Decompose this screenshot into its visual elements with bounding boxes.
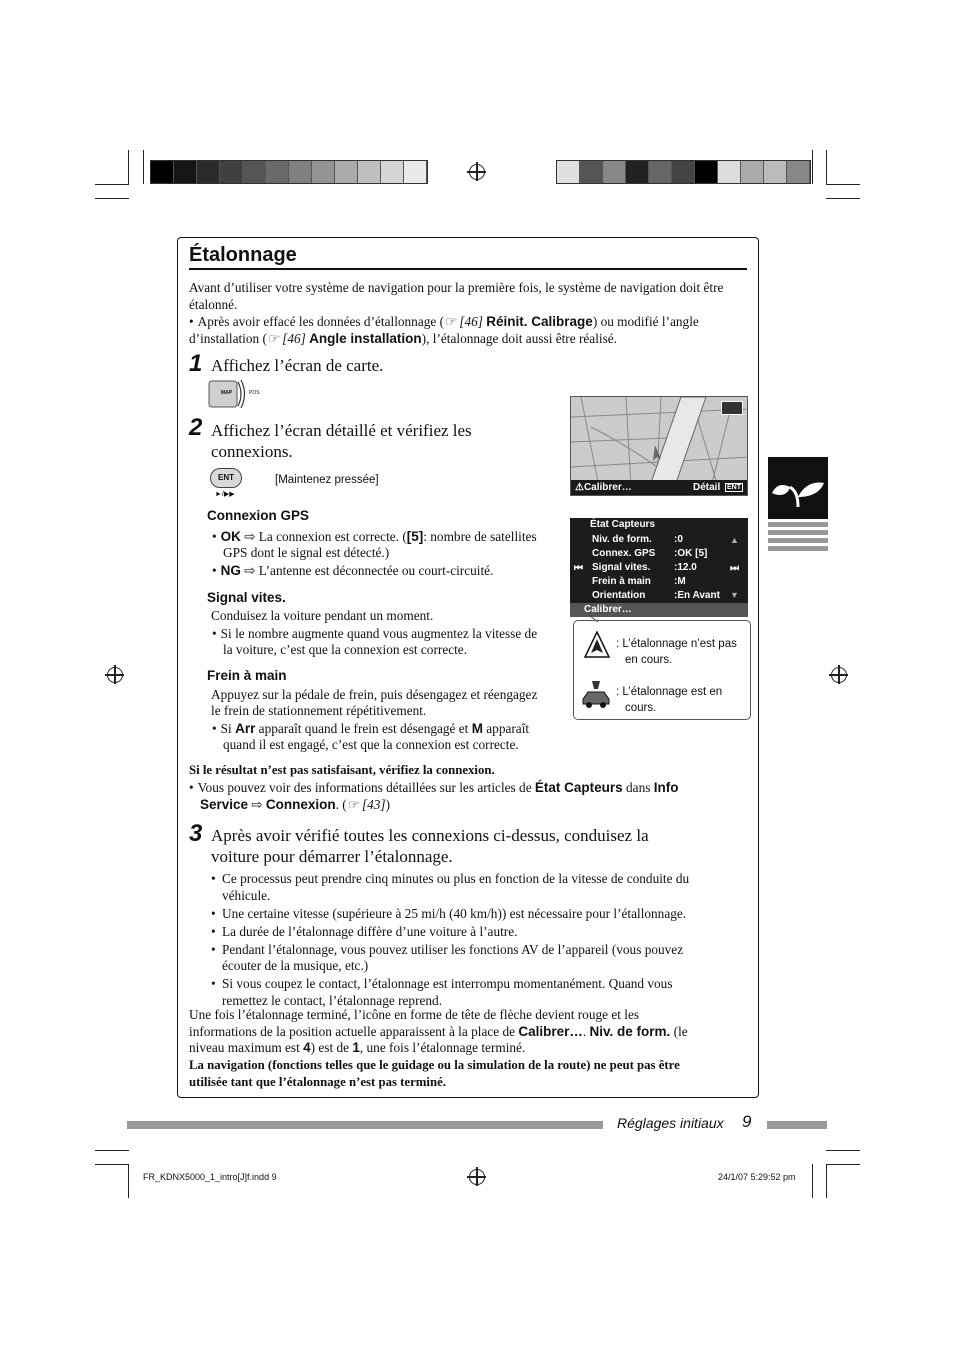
step-1-heading: Affichez l’écran de carte. bbox=[211, 356, 384, 375]
status-row-label: Connex. GPS bbox=[592, 548, 656, 559]
color-swatch bbox=[266, 161, 289, 183]
hold-note: [Maintenez pressée] bbox=[275, 474, 379, 486]
chapter-tab bbox=[768, 457, 828, 519]
map-detail-label: Détail bbox=[693, 482, 721, 493]
color-swatch bbox=[312, 161, 335, 183]
info-bullet: • Vous pouvez voir des informations détaillées sur les articles de État Capteurs dans Info bbox=[189, 780, 679, 795]
info-bullet-cont: Service ⇨ Connexion. (☞ [43]) bbox=[200, 797, 391, 812]
map-calibrate-label: ⚠Calibrer… bbox=[575, 482, 632, 493]
color-swatch bbox=[243, 161, 266, 183]
color-swatch bbox=[174, 161, 197, 183]
speed-bullet: • Si le nombre augmente quand vous augmentez la vitesse de bbox=[212, 626, 538, 641]
map-pos-button-icon bbox=[208, 379, 260, 409]
color-swatch bbox=[603, 161, 626, 183]
map-ent-key: ENT bbox=[727, 484, 741, 491]
brake-subheading: Frein à main bbox=[207, 668, 287, 683]
end-paragraph: Une fois l’étalonnage terminé, l’icône en forme de tête de flèche devient rouge et les informations de la position actuelle apparaissent à la place de Calibrer…. Niv. de form. (le niveau maximum est 4) est de 1, une fois l’étalonnage terminé. bbox=[189, 1007, 688, 1055]
ent-button-label: ENT bbox=[218, 473, 234, 482]
ent-button-icon bbox=[209, 467, 245, 499]
gps-ok-bullet-cont: GPS dont le signal est détecté.) bbox=[223, 545, 390, 560]
brake-bullet: • Si Arr apparaît quand le frein est désengagé et M apparaît bbox=[212, 721, 530, 736]
warning-paragraph: La navigation (fonctions telles que le guidage ou la simulation de la route) ne peut pas être utilisée tant que l’étalonnage n’est pas terminé. bbox=[189, 1058, 680, 1089]
footer-section: Réglages initiaux bbox=[617, 1115, 724, 1131]
step-3-bullets bbox=[211, 871, 741, 1011]
brake-bullet-cont: quand il est engagé, c’est que la connexion est correcte. bbox=[223, 737, 519, 752]
color-swatch bbox=[289, 161, 312, 183]
registration-mark-icon bbox=[831, 667, 847, 683]
legend-running: : L’étalonnage est en cours. bbox=[616, 686, 723, 714]
unsatisfied-note: Si le résultat n’est pas satisfaisant, vérifiez la connexion. bbox=[189, 763, 495, 777]
color-swatch bbox=[404, 161, 427, 183]
page-number: 9 bbox=[742, 1112, 752, 1131]
color-swatch bbox=[381, 161, 404, 183]
step-3-number: 3 bbox=[189, 820, 203, 847]
map-button-label: MAP bbox=[221, 390, 233, 396]
slug-filename: FR_KDNX5000_1_intro[J]f.indd 9 bbox=[143, 1172, 277, 1182]
page-title: Étalonnage bbox=[189, 244, 297, 266]
prev-track-icon: ⏮ bbox=[574, 563, 583, 574]
color-swatch bbox=[151, 161, 174, 183]
status-row-label: Frein à main bbox=[592, 576, 651, 587]
speed-subheading: Signal vites. bbox=[207, 590, 286, 605]
intro-bullet: • Après avoir effacé les données d’étallonnage (☞ [46] Réinit. Calibrage) ou modifié l’angle d’installation (☞ [46] Angle installation), l’étalonnage doit aussi être réalisé. bbox=[189, 314, 699, 346]
slug-date: 24/1/07 5:29:52 pm bbox=[718, 1172, 796, 1182]
color-bar-left bbox=[150, 160, 428, 184]
scroll-up-icon: ▲ bbox=[730, 535, 739, 545]
step-2-heading: Affichez l’écran détaillé et vérifiez les connexions. bbox=[211, 421, 472, 461]
color-swatch bbox=[626, 161, 649, 183]
sprout-icon bbox=[768, 457, 828, 519]
speed-line: Conduisez la voiture pendant un moment. bbox=[211, 608, 434, 623]
color-swatch bbox=[335, 161, 358, 183]
brake-line-1: Appuyez sur la pédale de frein, puis désengagez et réengagez bbox=[211, 687, 538, 702]
speed-bullet-cont: la voiture, c’est que la connexion est correcte. bbox=[223, 642, 468, 657]
step-3-bullet: • Pendant l’étalonnage, vous pouvez utiliser les fonctions AV de l’appareil (vous pouvez écouter de la musique, etc.) bbox=[211, 941, 684, 973]
legend-not-running: : L’étalonnage n’est pas en cours. bbox=[616, 638, 737, 666]
color-bar-right bbox=[556, 160, 811, 184]
status-row-label: Orientation bbox=[592, 590, 646, 601]
step-1-number: 1 bbox=[189, 350, 203, 377]
compass-icon bbox=[721, 401, 743, 415]
ent-button-sub: ►/▶▶ bbox=[215, 491, 235, 498]
step-3-bullet: • Une certaine vitesse (supérieure à 25 mi/h (40 km/h)) est nécessaire pour l’étallonnage. bbox=[211, 905, 687, 921]
intro-paragraph: Avant d’utiliser votre système de navigation pour la première fois, le système de navigation doit être étalonné. bbox=[189, 280, 724, 312]
status-row-label: Niv. de form. bbox=[592, 534, 652, 545]
registration-mark-icon bbox=[469, 1169, 485, 1185]
map-bottom-bar bbox=[571, 480, 747, 495]
registration-mark-icon bbox=[107, 667, 123, 683]
status-row-value: :12.0 bbox=[674, 562, 697, 573]
title-rule bbox=[189, 268, 747, 270]
step-3-bullet: • Ce processus peut prendre cinq minutes ou plus en fonction de la vitesse de conduite du véhicule. bbox=[211, 871, 690, 903]
registration-mark-icon bbox=[469, 164, 485, 180]
color-swatch bbox=[787, 161, 810, 183]
color-swatch bbox=[358, 161, 381, 183]
status-rows bbox=[570, 532, 748, 602]
color-swatch bbox=[580, 161, 603, 183]
color-swatch bbox=[220, 161, 243, 183]
step-3-bullet: • Si vous coupez le contact, l’étalonnage est interrompu momentanément. Quand vous remettez le contact, l’étalonnage reprend. bbox=[211, 976, 673, 1008]
callout-pointer bbox=[578, 610, 618, 640]
status-row-value: :M bbox=[674, 576, 686, 587]
color-swatch bbox=[718, 161, 741, 183]
step-3-bullet: • La durée de l’étalonnage diffère d’une voiture à l’autre. bbox=[211, 923, 518, 939]
color-swatch bbox=[695, 161, 718, 183]
status-title: État Capteurs bbox=[590, 519, 656, 530]
color-swatch bbox=[741, 161, 764, 183]
brake-line-2: le frein de stationnement répétitivement. bbox=[211, 703, 427, 718]
next-track-icon: ⏭ bbox=[730, 563, 739, 574]
status-calibrate-label: Calibrer… bbox=[584, 604, 632, 615]
footer-rule-left bbox=[127, 1121, 603, 1129]
map-screen bbox=[570, 396, 748, 496]
scroll-down-icon: ▼ bbox=[730, 590, 739, 600]
gps-ng-bullet: • NG ⇨ L’antenne est déconnectée ou court-circuité. bbox=[212, 563, 494, 578]
color-swatch bbox=[649, 161, 672, 183]
pos-button-label: POS bbox=[249, 390, 260, 396]
status-row-value: :En Avant bbox=[674, 590, 720, 601]
status-row-value: :0 bbox=[674, 534, 683, 545]
step-2-number: 2 bbox=[189, 414, 203, 441]
sensor-status-screen bbox=[570, 518, 748, 617]
color-swatch bbox=[557, 161, 580, 183]
color-swatch bbox=[764, 161, 787, 183]
step-3-heading: Après avoir vérifié toutes les connexions ci-dessus, conduisez la voiture pour démarrer l’étalonnage. bbox=[211, 826, 649, 866]
status-row-value: :OK [5] bbox=[674, 548, 708, 559]
gps-subheading: Connexion GPS bbox=[207, 508, 310, 523]
gps-ok-bullet: • OK ⇨ La connexion est correcte. ([5]: nombre de satellites bbox=[212, 529, 537, 544]
status-row-label: Signal vites. bbox=[592, 562, 651, 573]
footer-rule-right bbox=[767, 1121, 827, 1129]
color-swatch bbox=[672, 161, 695, 183]
color-swatch bbox=[197, 161, 220, 183]
calibrating-car-icon bbox=[580, 679, 612, 709]
